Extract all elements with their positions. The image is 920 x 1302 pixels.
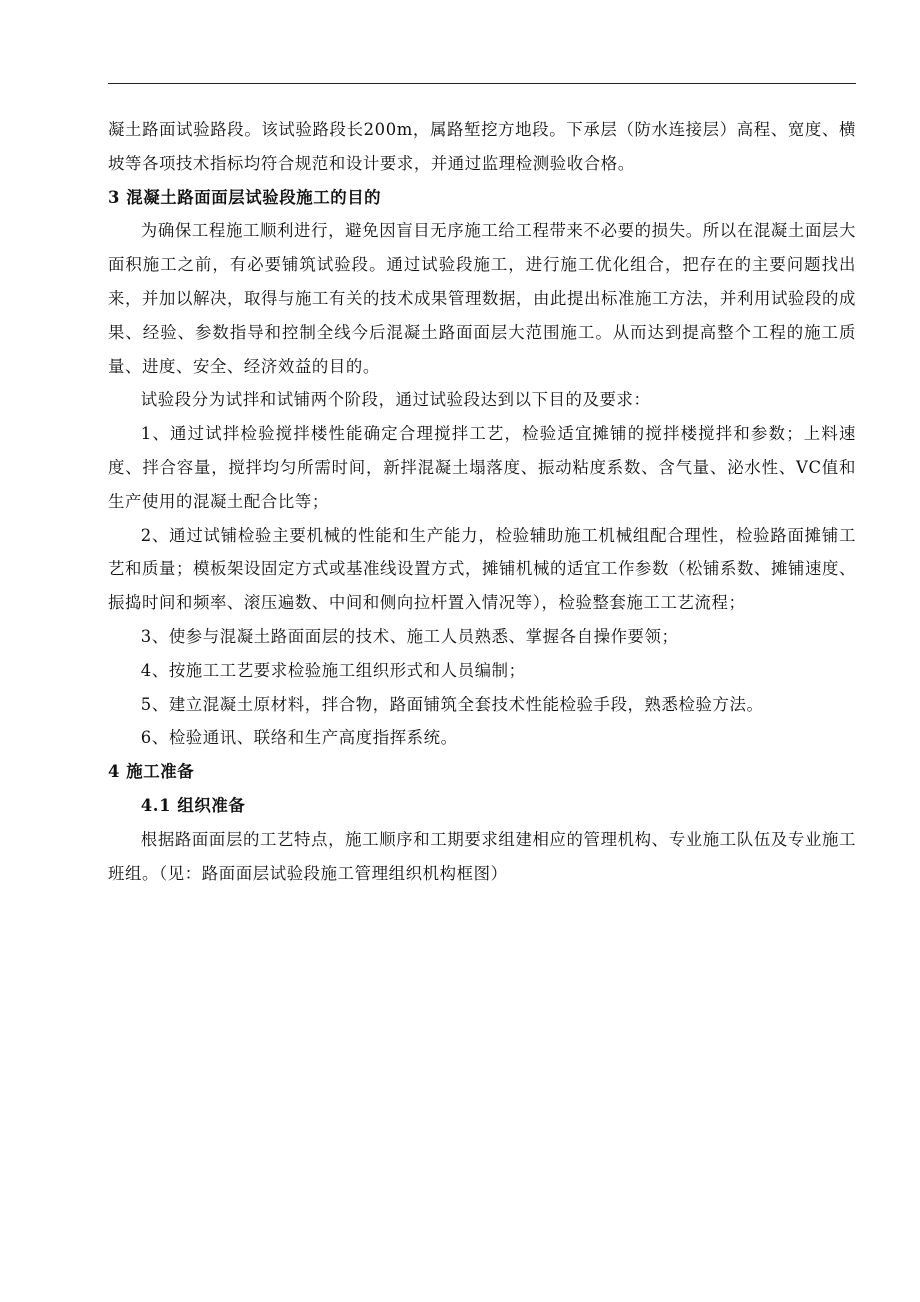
- list-item-3: 3、使参与混凝土路面面层的技术、施工人员熟悉、掌握各自操作要领；: [140, 626, 679, 646]
- header-rule: [108, 83, 856, 84]
- section-4-1-heading: 4.1 组织准备: [140, 795, 246, 815]
- list-item-2: 2、通过试铺检验主要机械的性能和生产能力，检验辅助施工机械组配合理性，检验路面摊铺工艺和质量；模板架设固定方式或基准线设置方式，摊铺机械的适宜工作参数（松铺系数、摊铺速度、振捣时间和频率、滚压遍数、中间和侧向拉杆置入情况等），检验整套施工工艺流程；: [108, 525, 856, 613]
- list-item-1: 1、通过试拌检验搅拌楼性能确定合理搅拌工艺，检验适宜摊铺的搅拌楼搅拌和参数；上料速度、拌合容量，搅拌均匀所需时间，新拌混凝土塌落度、振动粘度系数、含气量、泌水性、VC值和生产使用的混凝土配合比等；: [108, 424, 856, 511]
- paragraph-continuation: 凝土路面试验路段。该试验路段长200m，属路堑挖方地段。下承层（防水连接层）高程、宽度、横坡等各项技术指标均符合规范和设计要求，并通过监理检测验收合格。: [108, 120, 856, 173]
- list-item-4: 4、按施工工艺要求检验施工组织形式和人员编制；: [140, 660, 526, 680]
- list-item-5: 5、建立混凝土原材料，拌合物，路面铺筑全套技术性能检验手段，熟悉检验方法。: [140, 694, 764, 714]
- section-4-heading: 4 施工准备: [108, 762, 195, 782]
- section-3-heading: 3 混凝土路面面层试验段施工的目的: [108, 187, 382, 207]
- document-body: [108, 113, 856, 890]
- section-3-paragraph-2: 试验段分为试拌和试铺两个阶段，通过试验段达到以下目的及要求：: [140, 390, 651, 410]
- section-4-1-paragraph: 根据路面面层的工艺特点，施工顺序和工期要求组建相应的管理机构、专业施工队伍及专业施工班组。（见：路面面层试验段施工管理组织机构框图）: [108, 829, 856, 883]
- list-item-6: 6、检验通讯、联络和生产高度指挥系统。: [140, 728, 458, 748]
- section-3-paragraph-1: 为确保工程施工顺利进行，避免因盲目无序施工给工程带来不必要的损失。所以在混凝土面层大面积施工之前，有必要铺筑试验段。通过试验段施工，进行施工优化组合，把存在的主要问题找出来，并加以解决，取得与施工有关的技术成果管理数据，由此提出标准施工方法，并利用试验段的成果、经验、参数指导和控制全线今后混凝土路面面层大范围施工。从而达到提高整个工程的施工质量、进度、安全、经济效益的目的。: [108, 221, 856, 376]
